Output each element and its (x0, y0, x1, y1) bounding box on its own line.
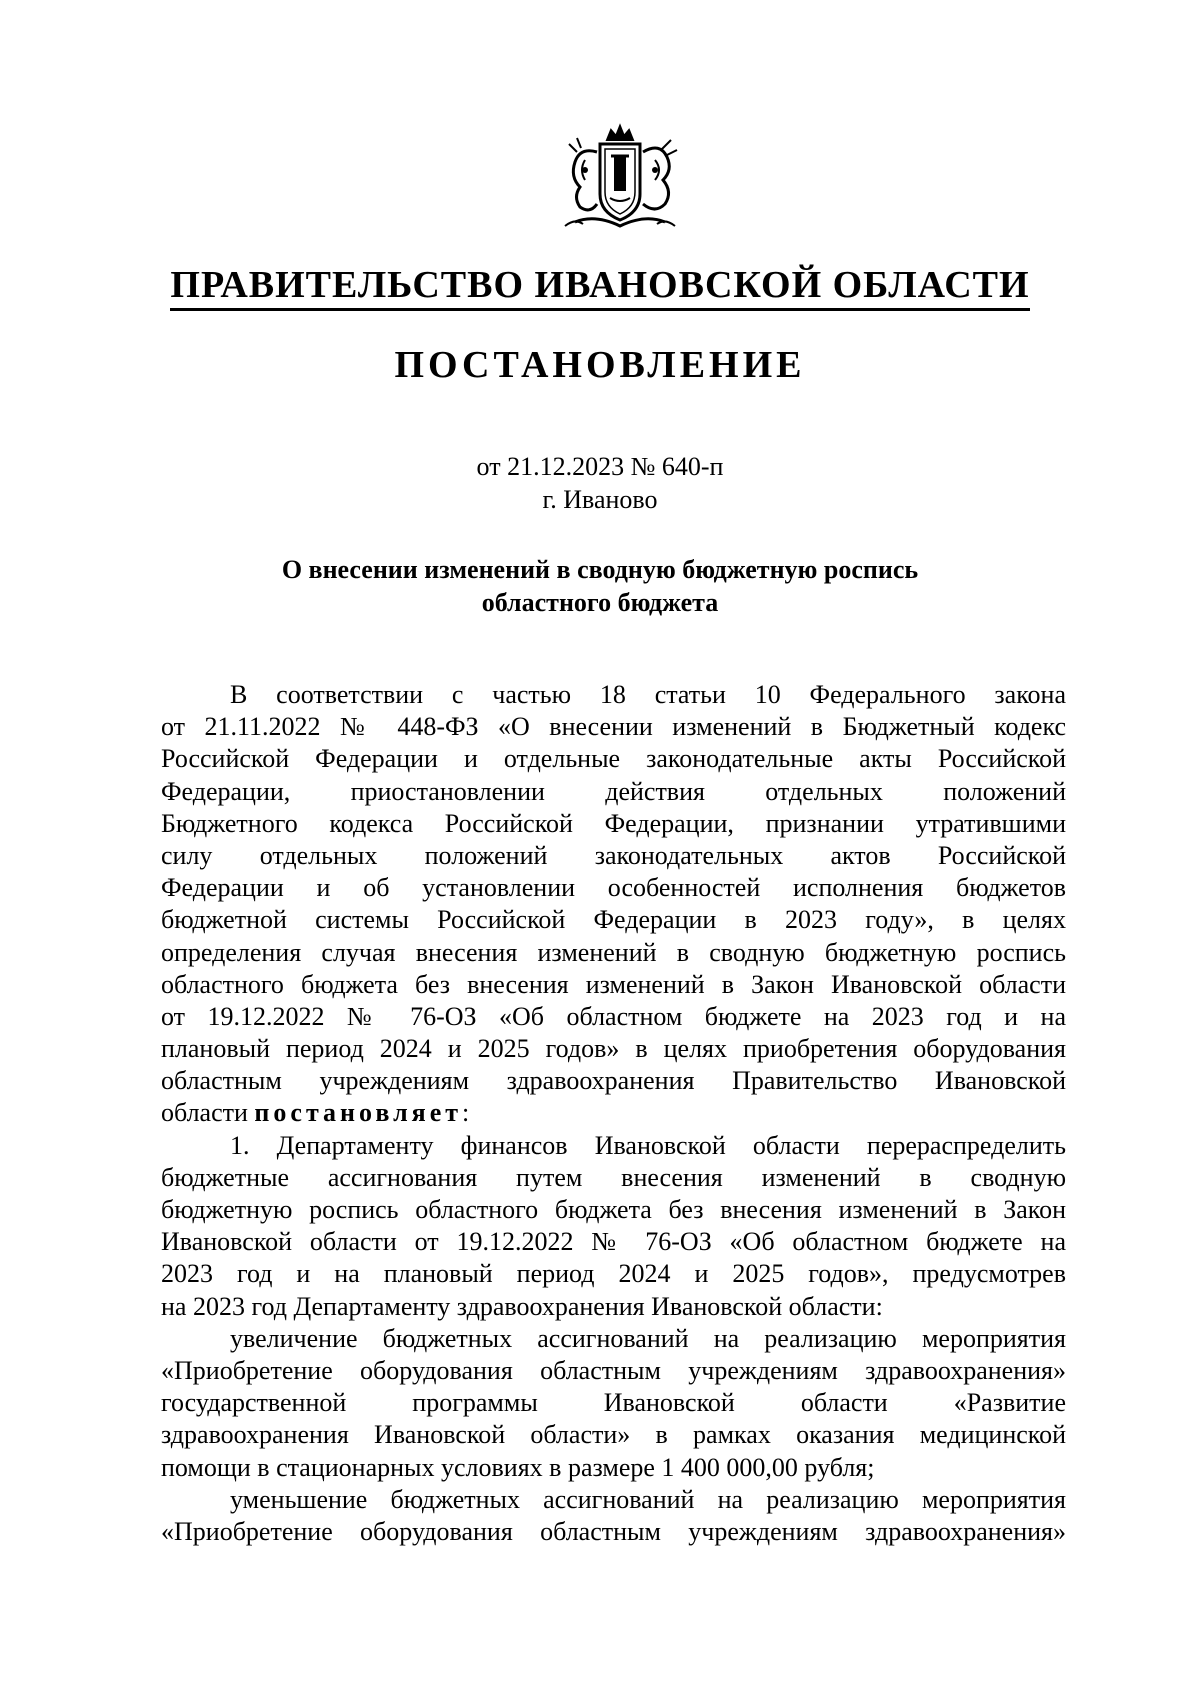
body-line: от 21.11.2022 № 448-ФЗ «О внесении изменений в Бюджетный кодекс (161, 712, 1066, 742)
government-title-text: ПРАВИТЕЛЬСТВО ИВАНОВСКОЙ ОБЛАСТИ (170, 264, 1029, 311)
body-line: Российской Федерации и отдельные законодательные акты Российской (161, 744, 1066, 774)
coat-of-arms-emblem (555, 122, 685, 234)
body-line: государственной программы Ивановской области «Развитие (161, 1388, 1066, 1418)
body-line: Федерации, приостановлении действия отдельных положений (161, 776, 1066, 806)
resolution-suffix: : (462, 1098, 470, 1128)
body-line: от 19.12.2022 № 76-ОЗ «Об областном бюджете на 2023 год и на (161, 1001, 1066, 1031)
body-line: В соответствии с частью 18 статьи 10 Федерального закона (230, 680, 1066, 709)
document-type: ПОСТАНОВЛЕНИЕ (394, 344, 806, 386)
body-line: увеличение бюджетных ассигнований на реализацию мероприятия (230, 1323, 1066, 1353)
subject-line-1: О внесении изменений в сводную бюджетную роспись (281, 555, 919, 584)
body-line: Ивановской области от 19.12.2022 № 76-ОЗ «Об областном бюджете на (161, 1227, 1066, 1257)
body-line: силу отдельных положений законодательных актов Российской (161, 840, 1066, 870)
body-line: плановый период 2024 и 2025 годов» в целях приобретения оборудования (161, 1034, 1066, 1064)
document-meta (0, 450, 1200, 516)
body-line: Бюджетного кодекса Российской Федерации, признании утратившими (161, 808, 1066, 838)
body-line: областным учреждениям здравоохранения Правительство Ивановской (161, 1066, 1066, 1096)
body-line: бюджетной системы Российской Федерации в 2023 году», в целях (161, 905, 1066, 935)
body-line: «Приобретение оборудования областным учреждениям здравоохранения» (161, 1516, 1066, 1546)
body-line: бюджетные ассигнования путем внесения изменений в сводную (161, 1162, 1066, 1192)
city: г. Иваново (542, 485, 658, 514)
subject-line-2: областного бюджета (481, 588, 719, 617)
body-line: «Приобретение оборудования областным учреждениям здравоохранения» (161, 1355, 1066, 1385)
body-line: уменьшение бюджетных ассигнований на реализацию мероприятия (230, 1484, 1066, 1514)
body-line: областного бюджета без внесения изменений в Закон Ивановской области (161, 969, 1066, 999)
date-number: от 21.12.2023 № 640-п (476, 452, 724, 481)
resolution-word: постановляет (254, 1098, 463, 1128)
resolution-prefix: области (161, 1098, 255, 1128)
body-line: здравоохранения Ивановской области» в рамках оказания медицинской (161, 1420, 1066, 1450)
body-line: бюджетную роспись областного бюджета без внесения изменений в Закон (161, 1195, 1066, 1224)
body-line-resolution (161, 1097, 1066, 1129)
body-line: 2023 год и на плановый период 2024 и 2025 годов», предусмотрев (161, 1259, 1066, 1289)
document-body (161, 679, 1066, 1548)
body-line: на 2023 год Департаменту здравоохранения Ивановской области: (161, 1291, 883, 1321)
body-line: Федерации и об установлении особенностей исполнения бюджетов (161, 873, 1066, 903)
document-subject (0, 553, 1200, 619)
body-line: 1. Департаменту финансов Ивановской области перераспределить (230, 1130, 1066, 1160)
body-line: определения случая внесения изменений в сводную бюджетную роспись (161, 937, 1066, 967)
body-line: помощи в стационарных условиях в размере 1 400 000,00 рубля; (161, 1452, 875, 1482)
government-title (0, 262, 1200, 308)
